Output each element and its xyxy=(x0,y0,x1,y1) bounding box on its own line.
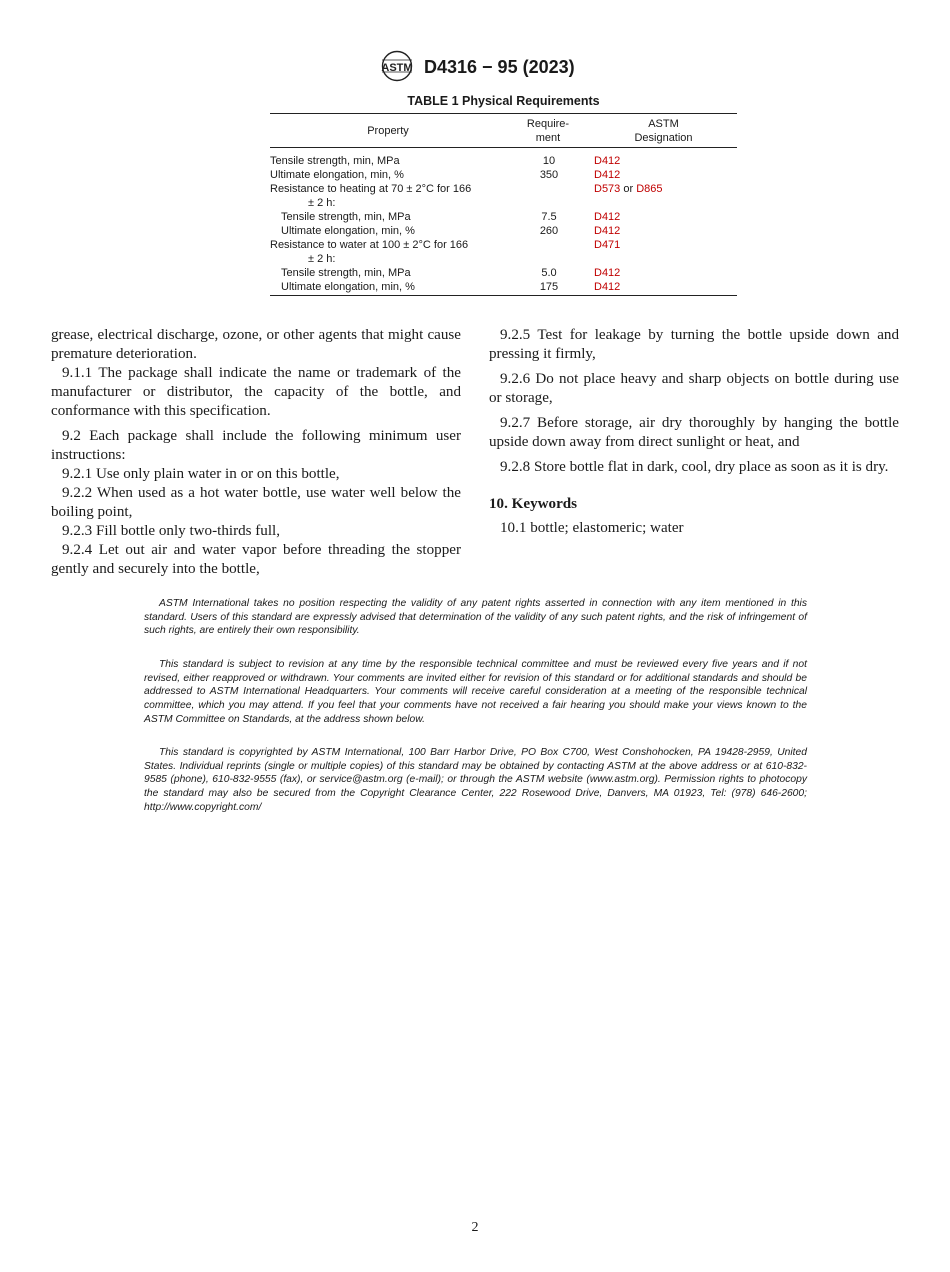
row-value: 350 xyxy=(539,169,559,181)
column-header-astm xyxy=(590,114,737,148)
table-caption: TABLE 1 Physical Requirements xyxy=(407,94,600,108)
row-value: 175 xyxy=(539,281,559,293)
table-row xyxy=(270,280,737,296)
column-header-requirement xyxy=(506,114,590,148)
row-value: 5.0 xyxy=(541,267,557,279)
revision-notice-text: This standard is subject to revision at any time by the responsible technical committee and must be reviewed every five years and if not revised, either reapproved or withdrawn. Your comments are invited either for revision of this standard or for additional standards and should be addressed to ASTM International Headquarters. Your comments will receive careful consideration at a meeting of the responsible technical committee, which you may attend. If you feel that your comments have not received a fair hearing you should make your views known to the ASTM Committee on Standards, at the address shown below. xyxy=(144,659,807,725)
astm-link-d412[interactable]: D412 xyxy=(594,169,621,181)
row-property-line1: Resistance to heating at 70 ± 2°C for 166 xyxy=(270,183,472,195)
table-row xyxy=(270,148,737,169)
page-number: 2 xyxy=(471,1220,479,1235)
row-value xyxy=(506,182,590,210)
row-property: Ultimate elongation, min, % xyxy=(281,225,415,237)
paragraph-9-2-8: 9.2.8 Store bottle flat in dark, cool, dry place as soon as it is dry. xyxy=(500,459,889,475)
row-value: 7.5 xyxy=(541,211,557,223)
paragraph-9-2: 9.2 Each package shall include the following minimum user instructions: xyxy=(51,428,461,463)
astm-link-d412[interactable]: D412 xyxy=(594,267,621,279)
astm-logo xyxy=(378,50,416,82)
document-designation: D4316 − 95 (2023) xyxy=(424,57,575,77)
paragraph-9-2-5: 9.2.5 Test for leakage by turning the bottle upside down and pressing it firmly, xyxy=(489,327,899,362)
row-property: Tensile strength, min, MPa xyxy=(281,267,411,279)
row-property: Tensile strength, min, MPa xyxy=(281,211,411,223)
left-column xyxy=(51,326,461,579)
row-property: Ultimate elongation, min, % xyxy=(281,281,415,293)
paragraph-9-1-1: 9.1.1 The package shall indicate the name or trademark of the manufacturer or distributor, the capacity of the bottle, and conformance with this specification. xyxy=(51,365,461,419)
table-row xyxy=(270,210,737,224)
keywords-text: 10.1 bottle; elastomeric; water xyxy=(500,520,684,536)
paragraph-9-2-6: 9.2.6 Do not place heavy and sharp objects on bottle during use or storage, xyxy=(489,371,899,406)
row-property xyxy=(270,238,506,266)
row-value: 10 xyxy=(542,155,556,167)
copyright-notice-text: This standard is copyrighted by ASTM International, 100 Barr Harbor Drive, PO Box C700, West Conshohocken, PA 19428-2959, United States. Individual reprints (single or multiple copies) of this standard may be obtained by contacting ASTM at the above address or at 610-832-9585 (phone), 610-832-9555 (fax), or service@astm.org (e-mail); or through the ASTM website (www.astm.org). Permission rights to photocopy the standard may also be secured from the Copyright Clearance Center, 222 Rosewood Drive, Danvers, MA 01923, Tel: (978) 646-2600; http://www.copyright.com/ xyxy=(144,747,807,813)
column-header-astm-line2: Designation xyxy=(634,132,693,144)
logo-text: ASTM xyxy=(381,62,413,74)
astm-link-d573[interactable]: D573 xyxy=(594,183,621,195)
row-property-line2: ± 2 h: xyxy=(308,253,336,265)
revision-notice xyxy=(144,658,807,727)
column-header-requirement-line1: Require- xyxy=(526,118,570,130)
column-header-property: Property xyxy=(367,125,409,137)
astm-logo-icon xyxy=(378,50,416,82)
row-value xyxy=(506,238,590,266)
row-property-line1: Resistance to water at 100 ± 2°C for 166 xyxy=(270,239,469,251)
astm-link-d412[interactable]: D412 xyxy=(594,225,621,237)
patent-notice xyxy=(144,597,807,638)
table-row xyxy=(270,266,737,280)
paragraph-9-2-4: 9.2.4 Let out air and water vapor before threading the stopper gently and securely into the bottle, xyxy=(51,542,461,577)
paragraph-9-2-7: 9.2.7 Before storage, air dry thoroughly by hanging the bottle upside down away from direct sunlight or heat, and xyxy=(489,415,899,450)
column-header-astm-line1: ASTM xyxy=(648,118,679,130)
row-property-line2: ± 2 h: xyxy=(308,197,336,209)
astm-link-d412[interactable]: D412 xyxy=(594,211,621,223)
row-value: 260 xyxy=(539,225,559,237)
row-property: Tensile strength, min, MPa xyxy=(270,155,400,167)
paragraph-9-2-1: 9.2.1 Use only plain water in or on this bottle, xyxy=(62,466,340,482)
astm-link-d865[interactable]: D865 xyxy=(636,183,663,195)
astm-or-text: or xyxy=(620,183,637,195)
physical-requirements-table xyxy=(270,113,737,296)
table-header-row xyxy=(270,114,737,148)
table-row xyxy=(270,224,737,238)
patent-notice-text: ASTM International takes no position respecting the validity of any patent rights asserted in connection with any item mentioned in this standard. Users of this standard are expressly advised that determination of the validity of any such patent rights, and the risk of infringement of such rights, are entirely their own responsibility. xyxy=(144,598,807,637)
keywords-heading: 10. Keywords xyxy=(489,496,578,512)
paragraph-9-2-3: 9.2.3 Fill bottle only two-thirds full, xyxy=(62,523,281,539)
row-property: Ultimate elongation, min, % xyxy=(270,169,404,181)
paragraph-continuation: grease, electrical discharge, ozone, or other agents that might cause premature deterioration. xyxy=(51,327,461,362)
astm-link-d412[interactable]: D412 xyxy=(594,281,621,293)
right-column xyxy=(489,326,899,538)
astm-link-d471[interactable]: D471 xyxy=(594,239,621,251)
table-row xyxy=(270,182,737,210)
table-row xyxy=(270,168,737,182)
copyright-notice xyxy=(144,746,807,815)
column-header-requirement-line2: ment xyxy=(535,132,561,144)
paragraph-9-2-2: 9.2.2 When used as a hot water bottle, use water well below the boiling point, xyxy=(51,485,461,520)
table-row xyxy=(270,238,737,266)
astm-link-d412[interactable]: D412 xyxy=(594,155,621,167)
row-property xyxy=(270,182,506,210)
